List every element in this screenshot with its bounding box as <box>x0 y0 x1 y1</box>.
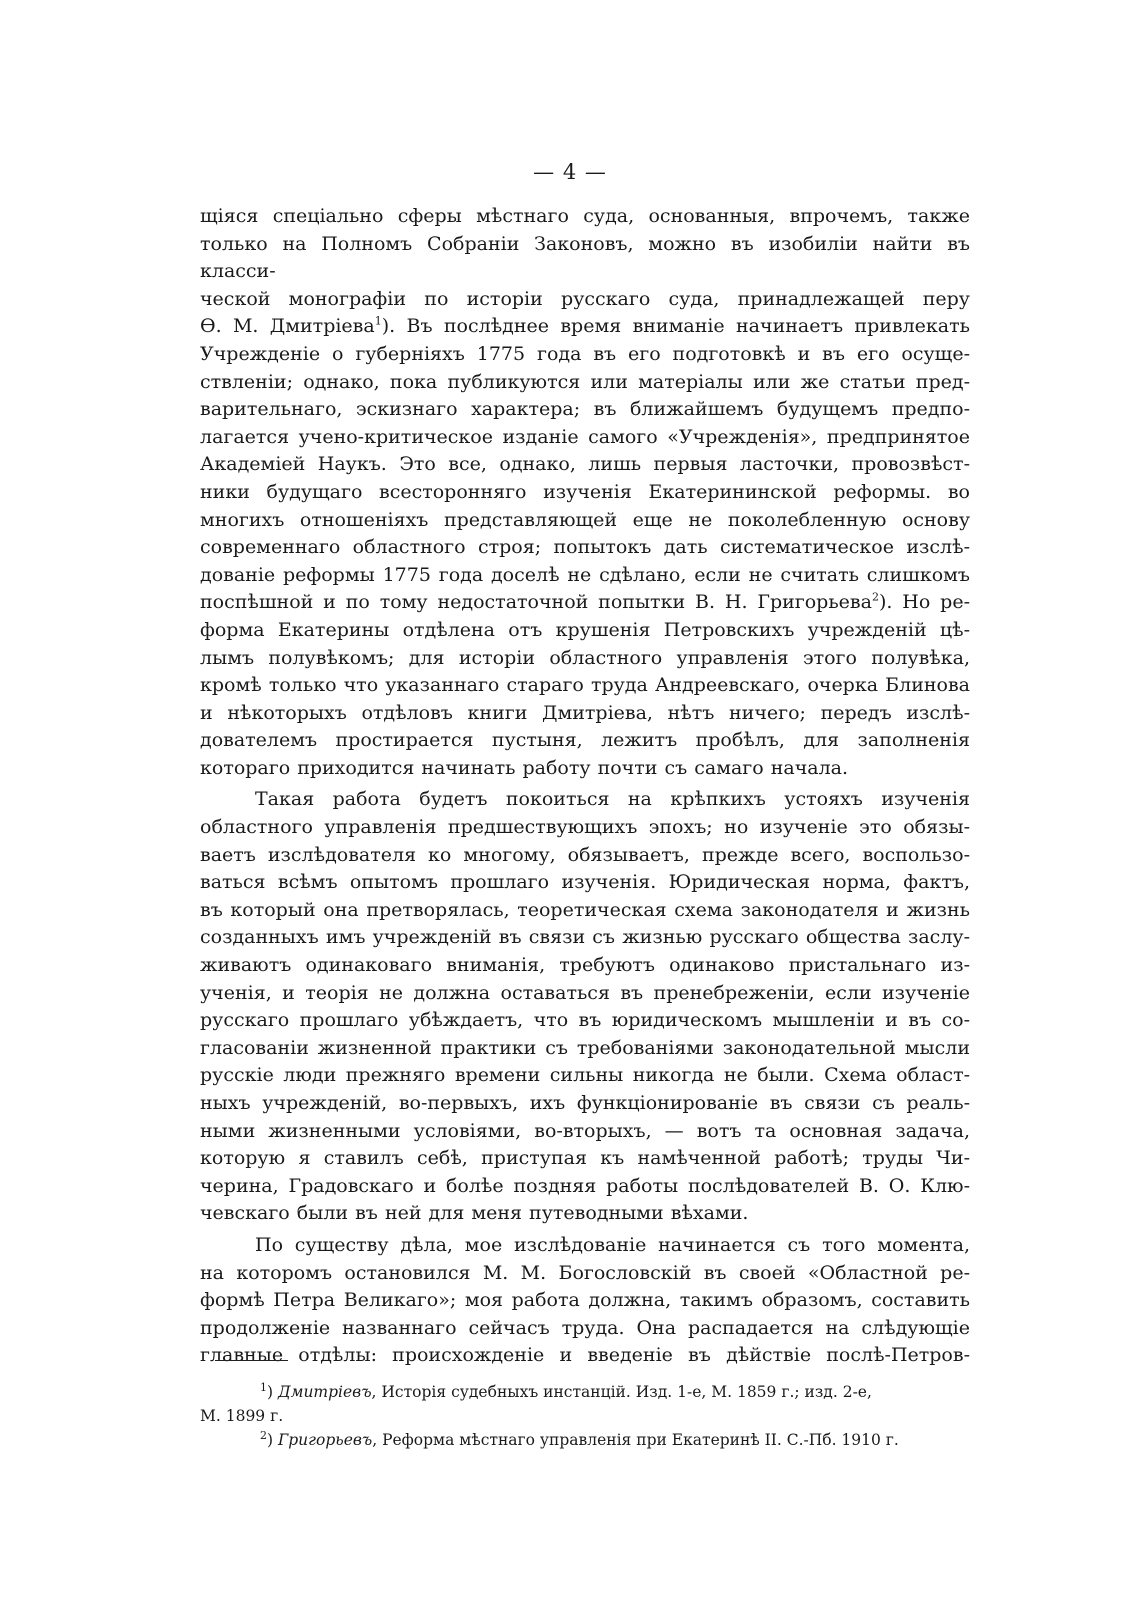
footnote-paren: ) <box>267 1383 274 1401</box>
footnotes <box>200 1380 970 1452</box>
text-line: Академіей Наукъ. Это все, однако, лишь первыя ласточки, провозвѣст- <box>200 453 970 476</box>
footnote-mark: 2 <box>260 1428 267 1442</box>
text-line: Учрежденіе о губерніяхъ 1775 года въ его подготовкѣ и въ его осуще- <box>200 342 970 365</box>
text-line: ными жизненными условіями, во-вторыхъ, — вотъ та основная задача, <box>200 1119 970 1142</box>
text-line: лымъ полувѣкомъ; для исторіи областного управленія этого полувѣка, <box>200 646 970 669</box>
footnote-paren: ) <box>267 1431 274 1449</box>
text-segment: ). Въ послѣднее время вниманіе начинаетъ привлекать <box>381 315 970 338</box>
text-line: многихъ отношеніяхъ представляющей еще не поколебленную основу <box>200 508 970 531</box>
text-line: дователемъ простирается пустыня, лежитъ пробѣлъ, для заполненія <box>200 729 970 752</box>
text-line: Такая работа будетъ покоиться на крѣпкихъ устояхъ изученія <box>255 788 970 811</box>
text-segment: ). Но ре- <box>878 591 971 614</box>
text-line: созданныхъ имъ учрежденій въ связи съ жизнью русскаго общества заслу- <box>200 926 970 949</box>
text-line: русскіе люди прежняго времени сильны никогда не были. Схема област- <box>200 1064 970 1087</box>
text-line: и нѣкоторыхъ отдѣловъ книги Дмитріева, нѣтъ ничего; передъ изслѣ- <box>200 701 970 724</box>
text-line: формѣ Петра Великаго»; моя работа должна, такимъ образомъ, составить <box>200 1289 970 1312</box>
text-segment: Ѳ. М. Дмитріева <box>200 315 375 338</box>
text-line: чевскаго были въ ней для меня путеводными вѣхами. <box>200 1202 749 1225</box>
text-line: По существу дѣла, мое изслѣдованіе начинается съ того момента, <box>255 1233 970 1256</box>
text-line: современнаго областного строя; попытокъ дать систематическое изслѣ- <box>200 536 970 559</box>
text-line: щіяся спеціально сферы мѣстнаго суда, основанныя, впрочемъ, также <box>200 205 970 227</box>
text-line: ваться всѣмъ опытомъ прошлаго изученія. Юридическая норма, фактъ, <box>200 871 970 894</box>
footnote-mark: 1 <box>260 1380 267 1394</box>
page-number: — 4 — <box>533 160 607 184</box>
text-line: въ который она претворялась, теоретическая схема законодателя и жизнь <box>200 898 970 921</box>
text-line: живаютъ одинаковаго вниманія, требуютъ одинаково пристальнаго из- <box>200 954 970 977</box>
text-line: ческой монографіи по исторіи русскаго суда, принадлежащей перу <box>200 287 970 310</box>
text-line: кромѣ только что указаннаго стараго труда Андреевскаго, очерка Блинова <box>200 674 970 697</box>
text-line: ученія, и теорія не должна оставаться въ пренебреженіи, если изученіе <box>200 981 970 1004</box>
text-line: ники будущаго всесторонняго изученія Екатерининской реформы. во <box>200 480 970 503</box>
text-line: гласованіи жизненной практики съ требованіями законодательной мысли <box>200 1036 970 1059</box>
text-line: форма Екатерины отдѣлена отъ крушенія Петровскихъ учрежденій цѣ- <box>200 618 970 641</box>
text-line: ваетъ изслѣдователя ко многому, обязываетъ, прежде всего, воспользо- <box>200 843 970 866</box>
text-line: черина, Градовскаго и болѣе поздняя работы послѣдователей В. О. Клю- <box>200 1174 970 1197</box>
text-line: которую я ставилъ себѣ, приступая къ намѣченной работѣ; труды Чи- <box>200 1147 970 1170</box>
footnote-divider <box>215 1360 288 1361</box>
footnote-text: , Исторія судебныхъ инстанцій. Изд. 1-е, М. 1859 г.; изд. 2-е, <box>371 1383 872 1401</box>
text-line: только на Полномъ Собраніи Законовъ, можно въ изобиліи найти въ класси- <box>200 232 970 283</box>
text-line: дованіе реформы 1775 года доселѣ не сдѣлано, если не считать слишкомъ <box>200 563 970 586</box>
footnote-1 <box>200 1380 970 1404</box>
footnote-text: , Реформа мѣстнаго управленія при Екатеринѣ II. С.-Пб. 1910 г. <box>372 1431 899 1449</box>
footnote-1-continuation: М. 1899 г. <box>200 1407 284 1425</box>
text-line: ствленіи; однако, пока публикуются или матеріалы или же статьи пред- <box>200 370 970 393</box>
text-line: лагается учено-критическое изданіе самого «Учрежденія», предпринятое <box>200 425 970 448</box>
text-line: продолженіе названнаго сейчасъ труда. Она распадается на слѣдующіе <box>200 1316 970 1339</box>
footnote-author: Григорьевъ <box>278 1431 373 1449</box>
text-line: ныхъ учрежденій, во-первыхъ, ихъ функціонированіе въ связи съ реаль- <box>200 1092 970 1114</box>
text-line: областного управленія предшествующихъ эпохъ; но изученіе это обязы- <box>200 816 970 839</box>
footnote-ref-2[interactable]: 2 <box>871 590 879 604</box>
main-text <box>200 203 970 1370</box>
footnote-2 <box>200 1428 970 1452</box>
text-line <box>200 313 970 341</box>
text-line: котораго приходится начинать работу почти съ самаго начала. <box>200 756 849 779</box>
text-line: главные отдѣлы: происхожденіе и введеніе въ дѣйствіе послѣ-Петров- <box>200 1344 970 1367</box>
text-line: русскаго прошлаго убѣждаетъ, что въ юридическомъ мышленіи и въ со- <box>200 1009 970 1032</box>
text-line <box>200 589 970 617</box>
footnote-ref-1[interactable]: 1 <box>374 315 382 329</box>
text-line: варительнаго, эскизнаго характера; въ ближайшемъ будущемъ предпо- <box>200 398 970 421</box>
text-line: на которомъ остановился М. М. Богословскій въ своей «Областной ре- <box>200 1261 970 1284</box>
text-segment: поспѣшной и по тому недостаточной попытки В. Н. Григорьева <box>200 591 872 614</box>
footnote-author: Дмитріевъ <box>278 1383 372 1401</box>
